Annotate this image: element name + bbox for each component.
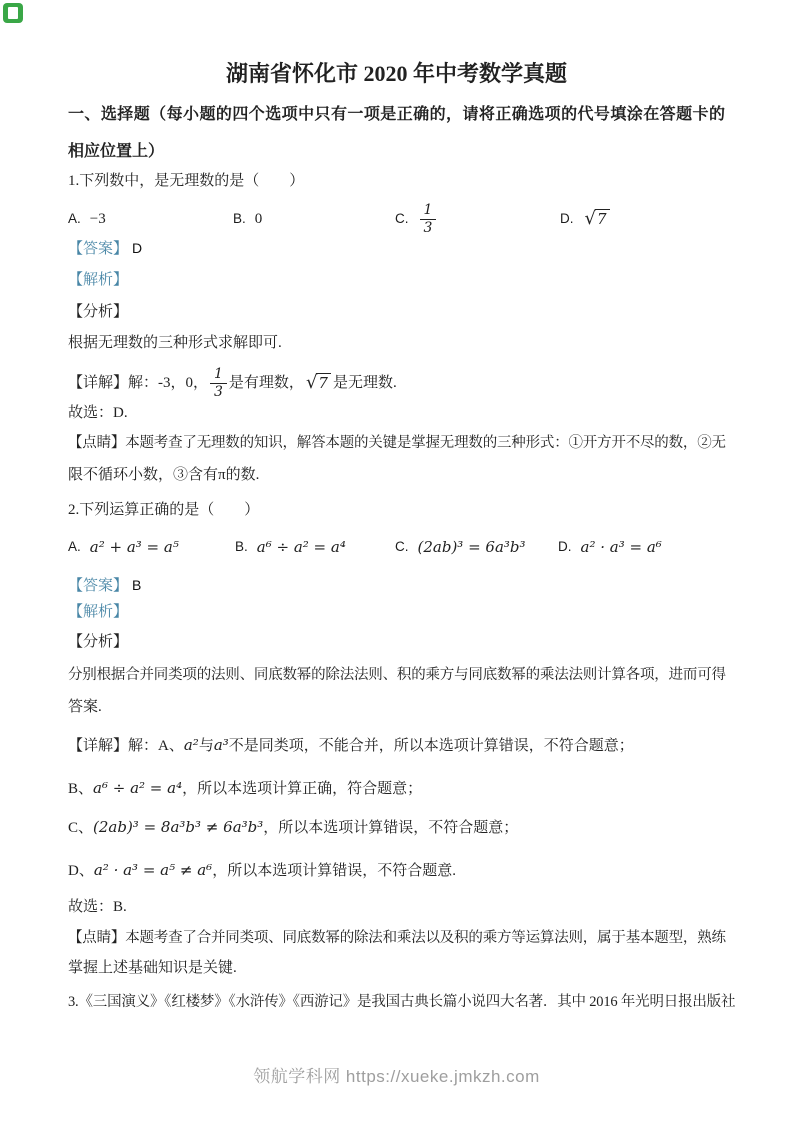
formula: (2ab)³ = 8a³b³ ≠ 6a³b³ (93, 818, 264, 836)
answer-value: B (132, 577, 142, 593)
q1-analysis: 根据无理数的三种形式求解即可. (68, 335, 282, 351)
q1-jiexi-label: 【解析】 (68, 272, 129, 288)
q2-options-row (68, 532, 725, 562)
option-letter: D. (558, 539, 572, 554)
option-value: 0 (254, 211, 263, 227)
q2-option-b (235, 532, 346, 562)
fraction-numerator: 1 (214, 366, 223, 383)
formula: a² · a³ = a⁵ ≠ a⁶ (93, 861, 213, 879)
radicand: 7 (595, 209, 610, 229)
formula: a² (183, 736, 199, 754)
q3-stem: 3.《三国演义》《红楼梦》《水浒传》《西游记》是我国古典长篇小说四大名著．其中 2016 年光明日报出版社 (68, 994, 736, 1010)
detail-text: 与 (198, 738, 214, 754)
detail-text: 不是同类项，不能合并，所以本选项计算错误，不符合题意； (228, 738, 634, 754)
answer-label: 【答案】 (68, 578, 129, 594)
q1-fenxi-label: 【分析】 (68, 304, 129, 320)
detail-text: ，所以本选项计算错误，不符合题意. (212, 863, 456, 879)
detail-text: C、 (68, 820, 94, 836)
option-letter: A. (68, 539, 81, 554)
radicand: 7 (316, 373, 331, 393)
q2-detail-c (68, 814, 725, 841)
formula: a³ (213, 736, 229, 754)
q1-comment-line1: 【点睛】本题考查了无理数的知识，解答本题的关键是掌握无理数的三种形式：①开方开不尽的数，②无 (68, 435, 726, 451)
fraction-one-third (210, 366, 227, 399)
q1-answer-row (68, 235, 725, 262)
q2-option-c (395, 532, 526, 562)
radical-sign: √ (305, 372, 318, 394)
detail-text: ，所以本选项计算正确，符合题意； (182, 781, 423, 797)
answer-label: 【答案】 (68, 241, 129, 257)
fraction-one-third (420, 202, 437, 235)
q2-comment-line2: 掌握上述基础知识是关键. (68, 960, 237, 976)
q2-answer-row (68, 572, 725, 599)
detail-text: 是有理数， (228, 375, 304, 391)
q2-choose: 故选：B. (68, 899, 127, 915)
answer-value: D (132, 240, 143, 256)
q2-option-d (558, 532, 662, 562)
q2-detail-a (68, 732, 725, 759)
q2-analysis-line2: 答案. (68, 699, 102, 715)
q2-detail-b (68, 775, 725, 802)
option-letter: B. (235, 539, 248, 554)
option-letter: C. (395, 539, 409, 554)
sqrt-seven (306, 373, 331, 393)
radical-sign: √ (584, 208, 596, 230)
detail-text: ，所以本选项计算错误，不符合题意； (263, 820, 519, 836)
sqrt-seven (585, 209, 610, 229)
q2-detail-d (68, 857, 725, 884)
fraction-denominator: 3 (210, 383, 227, 400)
site-watermark: 领航学科网 https://xueke.jmkzh.com (253, 1067, 540, 1086)
q2-analysis-line1: 分别根据合并同类项的法则、同底数幂的除法法则、积的乘方与同底数幂的乘法法则计算各项，进而可得 (68, 667, 726, 683)
fraction-numerator: 1 (423, 202, 433, 219)
q2-stem: 2.下列运算正确的是（ ） (68, 502, 260, 518)
option-letter: A. (68, 211, 81, 226)
detail-text: 【详解】解：A、 (68, 738, 184, 754)
section-heading-line1: 一、选择题（每小题的四个选项中只有一项是正确的，请将正确选项的代号填涂在答题卡的 (68, 106, 725, 123)
option-formula: a² · a³ = a⁶ (580, 538, 662, 556)
q2-jiexi-label: 【解析】 (68, 604, 129, 620)
detail-text: 是无理数. (332, 375, 397, 391)
q1-choose: 故选：D. (68, 405, 128, 421)
formula: a⁶ ÷ a² = a⁴ (93, 779, 183, 797)
section-heading-line2: 相应位置上） (68, 143, 165, 160)
option-letter: D. (560, 211, 574, 226)
q1-comment-line2: 限不循环小数，③含有π的数. (68, 467, 260, 483)
option-formula: (2ab)³ = 6a³b³ (417, 538, 526, 556)
option-value: −3 (89, 211, 106, 227)
detail-text: 【详解】解：-3，0， (68, 375, 208, 391)
detail-text: D、 (68, 863, 94, 879)
green-badge-icon[interactable] (3, 3, 23, 23)
detail-text: B、 (68, 781, 94, 797)
page-title: 湖南省怀化市 2020 年中考数学真题 (225, 61, 567, 86)
option-formula: a² + a³ = a⁵ (89, 538, 179, 556)
q2-fenxi-label: 【分析】 (68, 634, 129, 650)
q2-option-a (68, 532, 179, 562)
fraction-denominator: 3 (420, 219, 437, 236)
q2-comment-line1: 【点睛】本题考查了合并同类项、同底数幂的除法和乘法以及积的乘方等运算法则，属于基本题型，熟练 (68, 930, 726, 946)
option-formula: a⁶ ÷ a² = a⁴ (256, 538, 346, 556)
q1-stem: 1.下列数中，是无理数的是（ ） (68, 173, 305, 189)
option-letter: B. (233, 211, 246, 226)
option-letter: C. (395, 211, 409, 226)
